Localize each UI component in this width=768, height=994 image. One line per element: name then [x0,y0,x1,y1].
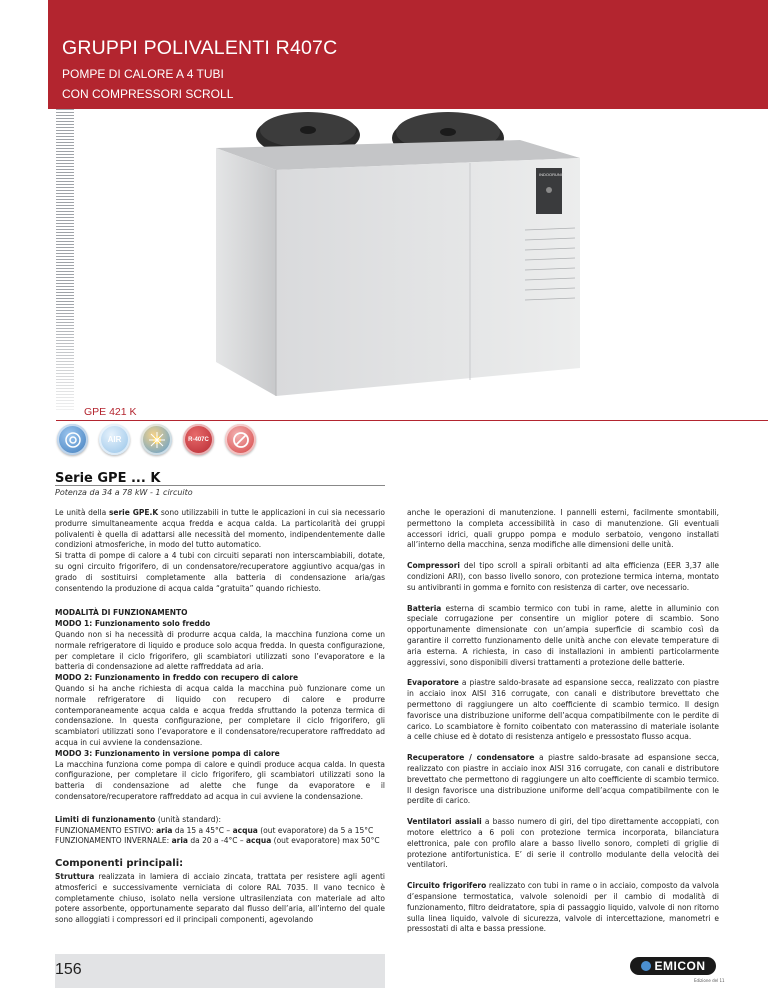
intro-paragraph-2: Si tratta di pompe di calore a 4 tubi con circuiti separati non interscambiabili, dotate, su ogni circuito frigorifero, di un condensatore/recuperatore aggiuntivo acqua/gas in grado di sostituirsi completamente alla batteria di condensazione aria/gas consentendo la produzione di acqua calda “gratuita” quando richiesto. [55,551,385,593]
mode2-heading: MODO 2: Funzionamento in freddo con recupero di calore [55,673,299,683]
compressori-paragraph: Compressori del tipo scroll a spirali orbitanti ad alta efficienza (EER 3,37 alle condizioni ARI), con basso livello sonoro, con protezione termica interna, montato su antivibranti in gomma e fornito con resistenza di carter, ove necessario. [407,561,719,592]
batteria-paragraph: Batteria esterna di scambio termico con tubi in rame, alette in alluminio con speciale corrugazione per consentire un miglior potere di scambio. Sono opportunamente dimensionate con un’ampia superficie di scambio così da garantire il corretto funzionamento delle unità anche con elevate temperature di aria esterna. A richiesta, in caso di installazioni in ambienti particolarmente aggressivi, sono disponibili diversi trattamenti a protezione delle batterie. [407,603,719,667]
logo-text: EMICON [654,959,706,973]
refrigerant-label: R-407C [188,436,209,443]
header-banner [48,0,768,109]
no-ozone-icon [225,424,256,455]
series-title: Serie GPE ... K [55,471,161,486]
edition-note: Edizione del 11 [694,978,725,983]
mode2-text: Quando si ha anche richiesta di acqua calda la macchina può funzionare come un normale refrigeratore di liquido con recupero di calore e produrre contemporaneamente acqua calda e acqua fredda sfruttando la potenza termica di condensazione. In questa configurazione, per completare il ciclo frigorifero, gli scambiatori utilizzati sono l’evaporatore e il condensatore/recuperatore raffreddato ad acqua in cui avviene la condensazione. [55,683,385,747]
circuito-paragraph: Circuito frigorifero realizzato con tubi in rame o in acciaio, composto da valvola d’espansione termostatica, valvole solenoidi per il cambio di modalità di funzionamento, filtro deidratatore, spia di passaggio liquido, valvole di non ritorno sulla linea liquido, valvole di sicurezza, valvole di intercettazione, manometri e pressostati di alta e bassa pressione. [407,881,719,934]
series-subtitle: Potenza da 34 a 78 kW - 1 circuito [55,488,193,497]
mode3-heading: MODO 3: Funzionamento in versione pompa di calore [55,748,280,758]
limits-heading: Limiti di funzionamento (unità standard): [55,814,222,824]
components-heading: Componenti principali: [55,858,184,870]
right-column [407,508,719,945]
evaporatore-paragraph: Evaporatore a piastre saldo-brasate ad espansione secca, realizzato con piastre in acciaio inox AISI 316 corrugate, con canali e distributore brevettato che permettono di raggiungere un alto coefficiente di scambio termico. Il design favorisce una distribuzione uniforme dell’acqua compatibilmente con le perdite di carico. Lo scambiatore è fornito coibentato con materassino di materiale isolante a celle chiuse ed è dotato di resistenza antigelo e pressostato flusso acqua. [407,678,719,742]
air-icon [99,424,130,455]
page-subtitle-line2: CON COMPRESSORI SCROLL [62,87,234,101]
limits-winter: FUNZIONAMENTO INVERNALE: aria da 20 a -4°C – acqua (out evaporatore) max 50°C [55,836,380,846]
feature-icons [57,424,267,455]
page-title: GRUPPI POLIVALENTI R407C [62,37,338,59]
continuation-paragraph: anche le operazioni di manutenzione. I pannelli esterni, facilmente smontabili, permettono la completa accessibilità in caso di manutenzione. Gli eventuali accessori idrici, quali gruppo pompa e modulo serbatoio, vengono installati all’interno della macchina, senza modifiche alle dimensioni delle unità. [407,508,719,550]
struttura-paragraph: Struttura realizzata in lamiera di acciaio zincata, trattata per resistere agli agenti atmosferici e successivamente verniciata di colore RAL 7035. Il vano tecnico è completamente chiuso, isolato nella versione ultrasilenziata con materiale ad alto potere assorbente, opportunamente separato dal flusso dell’aria, all’interno del quale sono alloggiati i compressori ed il principali componenti, agevolando [55,871,385,925]
model-label: GPE 421 K [84,406,137,418]
ventilatori-paragraph: Ventilatori assiali a basso numero di giri, del tipo direttamente accoppiati, con motore elettrico a 6 poli con protezione termica incorporata, bilanciatura elettronica, pale con profilo alare a basso livello sonoro, completi di griglie di protezione antifortunistica. E’ di serie il controllo modulante della velocità dei ventilatori. [407,817,720,870]
modes-heading: MODALITÀ DI FUNZIONAMENTO [55,608,188,618]
left-column [55,508,385,926]
unit-badge-text: INDOORUNIT [539,172,565,177]
recuperatore-paragraph: Recuperatore / condensatore a piastre saldo-brasate ad espansione secca, realizzato con piastre in acciaio inox AISI 316 corrugate, con canali e distributore brevettato che permettono di raggiungere un alto coefficiente di scambio termico. Il design favorisce una distribuzione uniforme dell’acqua compatibilmente con le perdite di carico. [407,753,719,806]
page-number-bar [55,954,385,988]
mode3-text: La macchina funziona come pompa di calore e quindi produce acqua calda. In questa configurazione, per completare il ciclo frigorifero, gli scambiatori utilizzati sono la batteria di condensazione ad alette che funge da evaporatore e il condensatore/recuperatore raffreddato ad acqua in cui avviene la condensazione. [55,759,385,801]
mode1-heading: MODO 1: Funzionamento solo freddo [55,619,211,629]
air-icon-label: AIR [107,435,122,444]
heat-cool-icon [141,424,172,455]
divider [56,420,768,421]
emicon-logo [630,957,716,975]
logo-dot-icon [641,961,651,971]
limits-summer: FUNZIONAMENTO ESTIVO: aria da 15 a 45°C – acqua (out evaporatore) da 5 a 15°C [55,825,374,835]
fan-icon [57,424,88,455]
series-divider [55,485,385,486]
refrigerant-badge-icon [183,424,214,455]
intro-paragraph: Le unità della serie GPE.K sono utilizzabili in tutte le applicazioni in cui sia necessario produrre simultaneamente acqua fredda e acqua calda. La particolarità dei gruppi polivalenti è quella di adattarsi alle necessità del momento, indipendentemente dalle condizioni atmosferiche, in modo del tutto automatico. [55,508,385,550]
page-number: 156 [55,961,82,978]
mode1-text: Quando non si ha necessità di produrre acqua calda, la macchina funziona come un normale refrigeratore di liquido e produce solo acqua fredda. In questa configurazione, per completare il ciclo frigorifero, gli scambiatori utilizzati sono l’evaporatore e la batteria di condensazione ad alette raffreddata ad aria. [55,629,385,672]
page-subtitle-line1: POMPE DI CALORE A 4 TUBI [62,67,224,81]
product-image [180,100,620,400]
